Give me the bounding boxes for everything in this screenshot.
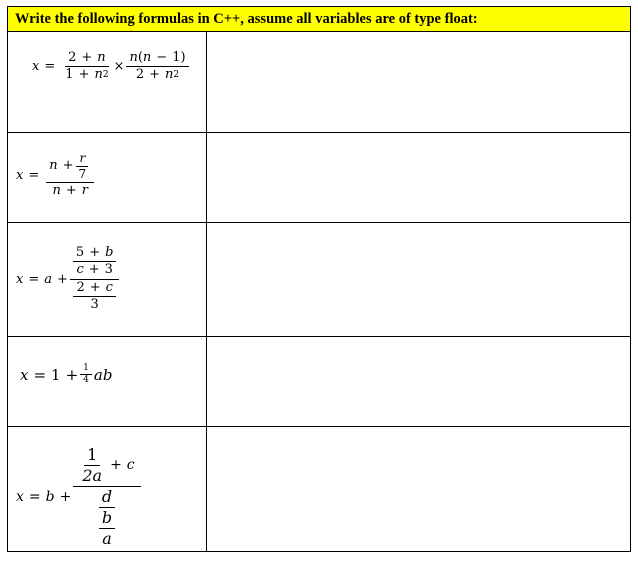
answer-cell-5[interactable] — [207, 427, 630, 551]
formula-cell-1 — [8, 32, 207, 132]
fraction-3: 5 + b c + 3 2 + c 3 — [70, 245, 120, 313]
formula-row-5 — [8, 427, 630, 551]
formula-5: x = b + $\frac{1}{2a}$ + c $\frac{d}{\frac{b}{a}}$ — [16, 445, 143, 549]
fraction-2: n + $\frac{r}{7}$ n + r — [46, 151, 94, 199]
fraction-1a: 2 + n 1 + n 2 — [65, 50, 109, 83]
answer-cell-2[interactable] — [207, 133, 630, 222]
fraction-5: $\frac{1}{2a}$ + c $\frac{d}{\frac{b}{a}}$ — [73, 445, 140, 549]
formula-3: x = a + 5 + b c + 3 2 + c 3 — [16, 245, 121, 313]
table-header: Write the following formulas in C++, assume all variables are of type float: — [8, 7, 630, 32]
formula-row-1 — [8, 32, 630, 133]
answer-cell-1[interactable] — [207, 32, 630, 132]
formula-cell-3 — [8, 223, 207, 336]
formula-row-4 — [8, 337, 630, 427]
formula-cell-2 — [8, 133, 207, 222]
fraction-1b: n ( n − 1 ) 2 + n 2 — [126, 50, 188, 84]
answer-cell-4[interactable] — [207, 337, 630, 426]
formula-cell-5 — [8, 427, 207, 551]
formula-cell-4 — [8, 337, 207, 426]
formula-row-2 — [8, 133, 630, 223]
answer-cell-3[interactable] — [207, 223, 630, 336]
formula-row-3 — [8, 223, 630, 337]
formula-4: x = 1 + $\frac{1}{4}$ ab — [20, 363, 113, 386]
formula-1: x = 2 + n 1 + n 2 × n ( n − 1 ) 2 + n 2 — [32, 50, 191, 84]
fraction-4: $\frac{1}{4}$ — [80, 363, 92, 387]
formula-table — [7, 6, 631, 552]
formula-2: x = n + $\frac{r}{7}$ n + r — [16, 151, 96, 199]
